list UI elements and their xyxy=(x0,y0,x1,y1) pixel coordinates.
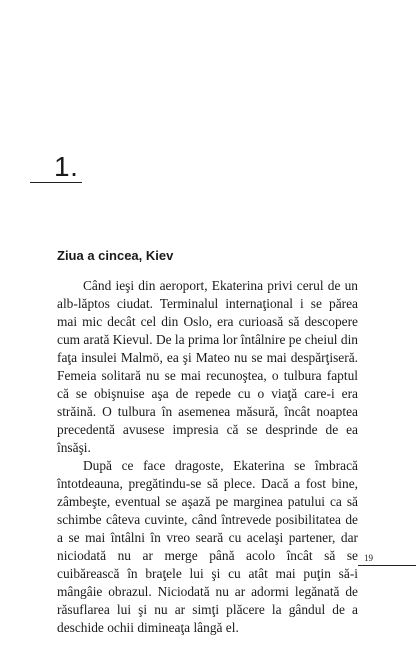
body-text xyxy=(57,277,358,637)
chapter-number: 1. xyxy=(54,151,79,182)
section-heading: Ziua a cincea, Kiev xyxy=(57,248,174,263)
paragraph-2: După ce face dragoste, Ekaterina se îmbracă întotdeauna, pregătindu-se să plece. Dacă a fost bine, zâmbeşte, eventual se aşază pe marginea patului ca să schimbe câteva cuvinte, când întrevede posibilitatea de a se mai întâlni în vreo seară cu acelaşi partener, dar niciodată nu ar merge până acolo încât să se cuibărească în braţele lui şi cu atât mai puţin să-i mângâie obrazul. Niciodată nu ar adormi legănată de răsuflarea lui şi nu ar simţi plăcere la gândul de a deschide ochii dimineaţa lângă el. xyxy=(57,458,358,635)
footer-rule xyxy=(358,565,416,566)
page-number: 19 xyxy=(364,553,373,563)
paragraph-1: Când ieşi din aeroport, Ekaterina privi cerul de un alb-lăptos ciudat. Terminalul internaţional i se părea mai mic decât cel din Oslo, era curioasă să descopere cum arată Kievul. De la prima lor întâlnire pe cheiul din faţa insulei Malmö, ea şi Mateo nu se mai despărţiseră. Femeia solitară nu se mai recunoştea, o tulbura faptul că se obişnuise aşa de repede cu o viaţă care-i era străină. O tulbura în asemenea măsură, încât noaptea precedentă avusese impresia că se desprinde de ea însăşi. xyxy=(57,278,358,455)
chapter-rule xyxy=(30,182,82,183)
